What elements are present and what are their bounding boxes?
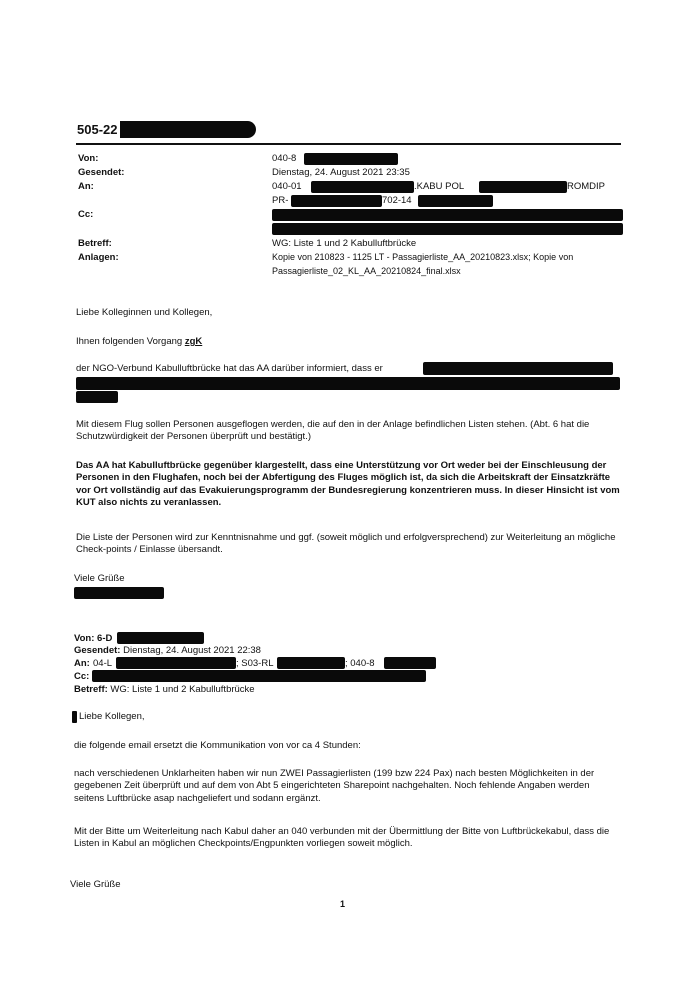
attachments-value-1: Kopie von 210823 - 1125 LT - Passagierliste_AA_20210823.xlsx; Kopie von: [272, 252, 574, 262]
fwd-sent-label: Gesendet:: [74, 645, 121, 656]
paragraph-clarification: Das AA hat Kabulluftbrücke gegenüber klargestellt, dass eine Unterstützung vor Ort weder bei der Einschleusung der Personen in den Flughafen, noch bei der Abfertigung des Fluges möglich ist, da sich die Arbeitskraft der Einsatzkräfte vor Ort vollständig auf das Evakuierungsprogramm der Bundesregierung konzentrieren muss. In dieser Hinsicht ist vom KUT also nichts zu veranlassen.: [76, 460, 620, 509]
paragraph-flight: Mit diesem Flug sollen Personen ausgeflogen werden, die auf den in der Anlage befindlichen Listen stehen. (Abt. 6 hat die Schutzwürdigkeit der Personen überprüft und bestätigt.): [76, 419, 590, 443]
fwd-greeting: Liebe Kollegen,: [79, 711, 145, 722]
redaction-block: [76, 377, 620, 390]
from-value: 040-8: [272, 153, 297, 164]
redaction-block: [116, 657, 236, 669]
fwd-to-b: ; S03-RL: [236, 658, 274, 669]
redaction-block: [272, 209, 623, 221]
to-label: An:: [78, 181, 94, 192]
to-value-1c: ROMDIP: [567, 181, 605, 192]
fwd-subject-line: [74, 684, 255, 696]
redaction-block: [76, 391, 118, 403]
attachments-label: Anlagen:: [78, 252, 119, 263]
subject-value: WG: Liste 1 und 2 Kabulluftbrücke: [272, 238, 417, 249]
to-value-1b: .KABU POL: [414, 181, 465, 192]
ngo-line: der NGO-Verbund Kabulluftbrücke hat das AA darüber informiert, dass er: [76, 363, 383, 374]
redaction-block: [117, 632, 204, 644]
attachments-value-2: Passagierliste_02_KL_AA_20210824_final.xlsx: [272, 266, 461, 276]
fwd-closing: Viele Grüße: [70, 879, 121, 890]
redaction-block: [423, 362, 613, 375]
zgk-abbrev: zgK: [184, 336, 203, 347]
redaction-block: [291, 195, 382, 207]
document-id: 505-22: [77, 122, 118, 137]
fwd-intro: die folgende email ersetzt die Kommunikation von vor ca 4 Stunden:: [74, 740, 361, 751]
sent-value: Dienstag, 24. August 2021 23:35: [272, 167, 410, 178]
fwd-to-a: 04-L: [93, 658, 113, 669]
zgk-prefix: Ihnen folgenden Vorgang: [76, 336, 185, 347]
redaction-block: [418, 195, 493, 207]
header-rule: [76, 143, 621, 145]
zgk-line: [76, 336, 202, 348]
closing: Viele Grüße: [74, 573, 125, 584]
fwd-subject-label: Betreff:: [74, 684, 108, 695]
fwd-to-c: ; 040-8: [345, 658, 375, 669]
redaction-block: [277, 657, 345, 669]
from-label: Von:: [78, 153, 99, 164]
redaction-block: [72, 711, 77, 723]
redaction-block: [120, 121, 256, 138]
redaction-block: [384, 657, 436, 669]
to-value-2b: 702-14: [382, 195, 412, 206]
to-value-2a: PR-: [272, 195, 289, 206]
fwd-to-label: An:: [74, 658, 90, 669]
redaction-block: [272, 223, 623, 235]
redaction-block: [74, 587, 164, 599]
redaction-block: [304, 153, 398, 165]
fwd-sent-line: [74, 645, 261, 657]
fwd-sent-value: Dienstag, 24. August 2021 22:38: [123, 645, 261, 656]
redaction-block: [311, 181, 414, 193]
redaction-block: [479, 181, 567, 193]
fwd-from: Von: 6-D: [74, 633, 113, 644]
fwd-cc-label: Cc:: [74, 671, 90, 682]
to-value-1a: 040-01: [272, 181, 302, 192]
redaction-block: [92, 670, 426, 682]
fwd-paragraph-lists: nach verschiedenen Unklarheiten haben wir nun ZWEI Passagierlisten (199 bzw 224 Pax) nach besten Möglichkeiten in der gegebenen Zeit überprüft und auf dem von Abt 5 eingerichteten Sharepoint nachgehalten. Noch fehlende Angaben werden seitens Luftbrücke asap nachgeliefert und sodann ergänzt.: [74, 768, 595, 804]
fwd-paragraph-request: Mit der Bitte um Weiterleitung nach Kabul daher an 040 verbunden mit der Übermittlung der Bitte von Luftbrückekabul, dass die Listen in Kabul an möglichen Checkpoints/Engpunkten vorliegen soweit möglich.: [74, 826, 610, 850]
greeting: Liebe Kolleginnen und Kollegen,: [76, 307, 213, 318]
cc-label: Cc:: [78, 209, 94, 220]
subject-label: Betreff:: [78, 238, 112, 249]
fwd-subject-value: WG: Liste 1 und 2 Kabulluftbrücke: [110, 684, 255, 695]
paragraph-list: Die Liste der Personen wird zur Kenntnisnahme und ggf. (soweit möglich und erfolgversprechend) zur Weiterleitung an mögliche Check-points / Einlasse übersandt.: [76, 532, 616, 556]
page-number: 1: [340, 899, 346, 909]
sent-label: Gesendet:: [78, 167, 125, 178]
